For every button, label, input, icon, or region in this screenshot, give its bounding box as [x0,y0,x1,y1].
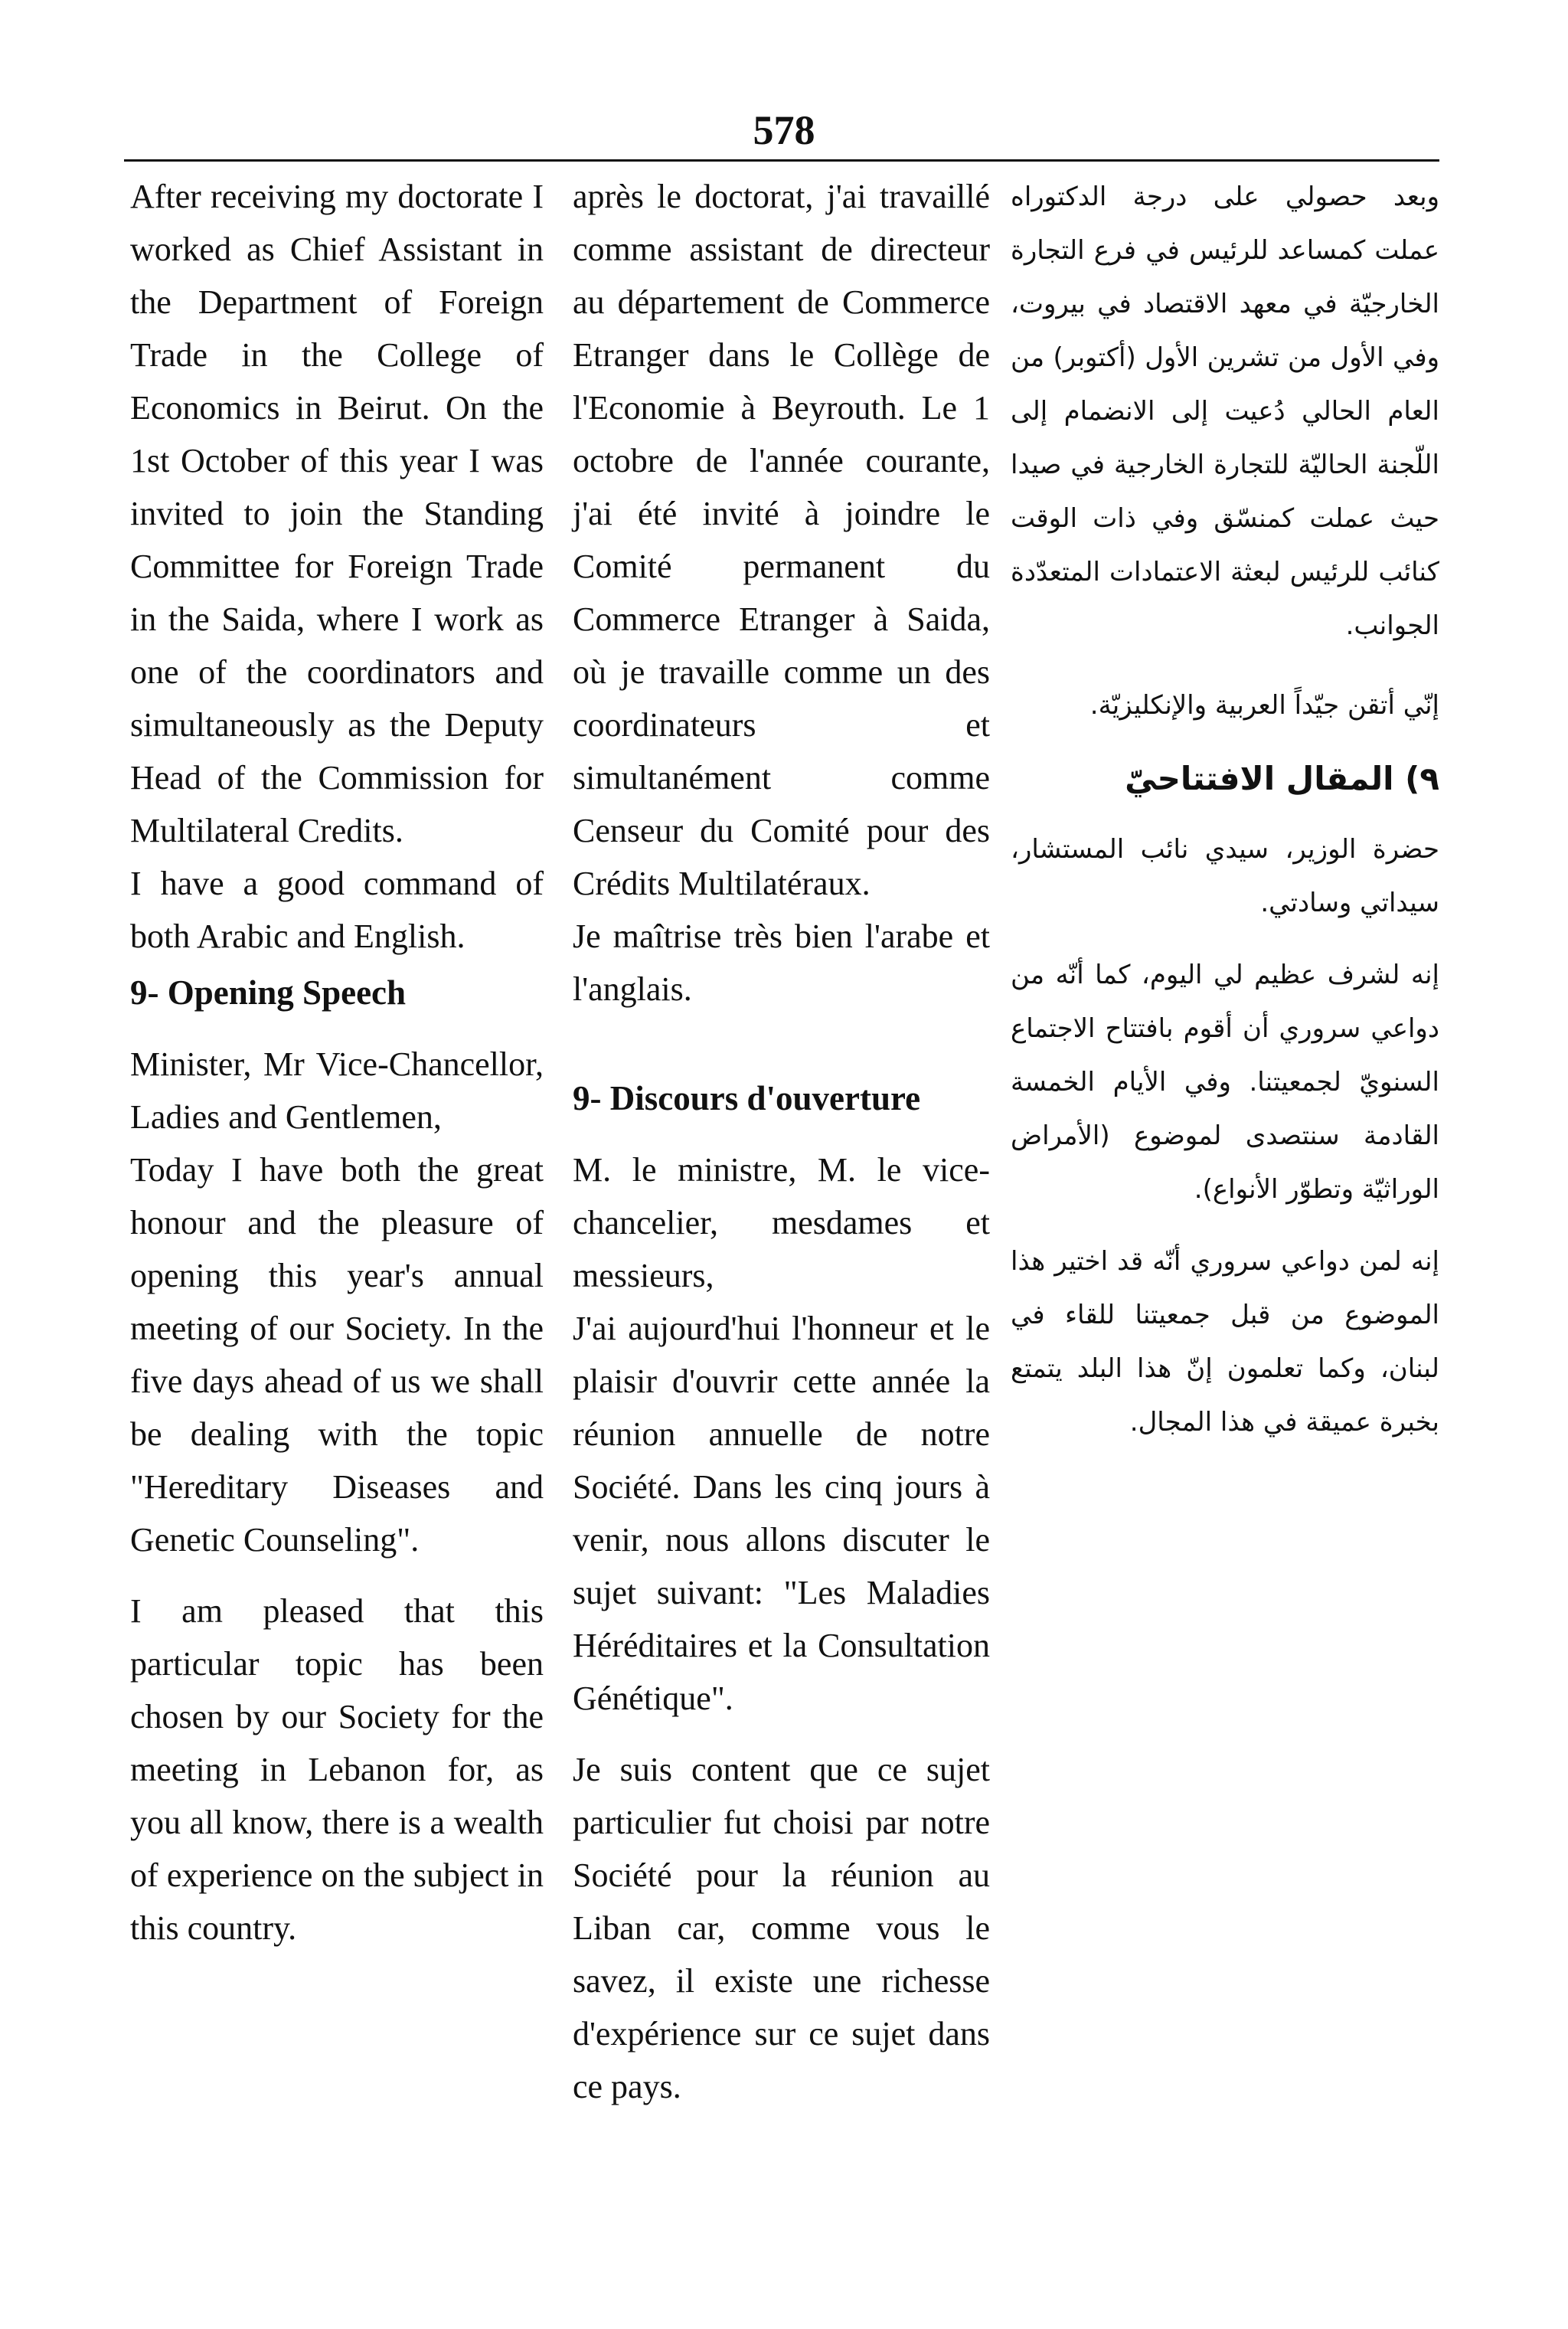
page-number: 578 [753,107,815,153]
english-paragraph-topic: I am pleased that this particular topic has been chosen by our Society for the meeting in Lebanon for, as you all know, there is a wealth of experience on the subject in this country. [130,1592,544,1947]
arabic-paragraph-salutation: حضرة الوزير، سيدي نائب المستشار، سيداتي وسادتي. [1011,834,1439,918]
english-paragraph-cv: After receiving my doctorate I worked as Chief Assistant in the Department of Foreign Trade in the College of Economics in Beirut. On the 1st October of this year I was invited to join the Standing Committee for Foreign Trade in the Saida, where I work as one of the coordinators and simultaneously as the Deputy Head of the Commission for Multilateral Credits. [130,178,544,849]
header-rule [124,159,1439,162]
english-column [130,170,544,1954]
english-section-heading: 9- Opening Speech [130,973,407,1012]
french-paragraph-languages: Je maîtrise très bien l'arabe et l'anglais. [573,918,990,1008]
english-paragraph-opening: Today I have both the great honour and the pleasure of opening this year's annual meeting of our Society. In the five days ahead of us we shall be dealing with the topic "Hereditary Diseases and Genetic Counseling". [130,1151,544,1559]
arabic-section-heading: ٩) المقال الافتتاحيّ [1125,760,1439,797]
french-section-heading: 9- Discours d'ouverture [573,1079,921,1117]
english-paragraph-languages: I have a good command of both Arabic and English. [130,865,544,955]
french-paragraph-cv: après le doctorat, j'ai travaillé comme assistant de directeur au département de Commerce Etranger dans le Collège de l'Economie à Beyrouth. Le 1 octobre de l'année courante, j'ai été invité à joindre le Comité permanent du Commerce Etranger à Saida, où je travaille comme un des coordinateurs et simultanément comme Censeur du Comité pour des Crédits Multilatéraux. [573,178,990,902]
arabic-paragraph-topic: إنه لمن دواعي سروري أنّه قد اختير هذا الموضوع من قبل جمعيتنا للقاء في لبنان، وكما تعلمون إنّ هذا البلد يتمتع بخبرة عميقة في هذا المجال. [1011,1246,1439,1438]
french-column [573,170,990,2113]
french-paragraph-topic: Je suis content que ce sujet particulier fut choisi par notre Société pour la réunion au Liban car, comme vous le savez, il existe une richesse d'expérience sur ce sujet dans ce pays. [573,1751,990,2105]
english-paragraph-salutation: Minister, Mr Vice-Chancellor, Ladies and Gentlemen, [130,1045,544,1136]
arabic-paragraph-cv: وبعد حصولي على درجة الدكتوراه عملت كمساعد للرئيس في فرع التجارة الخارجيّة في معهد الاقتصاد في بيروت، وفي الأول من تشرين الأول (أكتوبر) من العام الحالي دُعيت إلى الانضمام إلى اللّجنة الحاليّة للتجارة الخارجية في صيدا حيث عملت كمنسّق وفي ذات الوقت كنائب للرئيس لبعثة الاعتمادات المتعدّدة الجوانب. [1011,182,1439,641]
arabic-paragraph-languages: إنّي أتقن جيّداً العربية والإنكليزيّة. [1089,690,1439,721]
french-paragraph-opening: J'ai aujourd'hui l'honneur et le plaisir d'ouvrir cette année la réunion annuelle de notre Société. Dans les cinq jours à venir, nous allons discuter le sujet suivant: "Les Maladies Héréditaires et la Consultation Génétique". [573,1310,990,1717]
french-paragraph-salutation: M. le ministre, M. le vice-chancelier, mesdames et messieurs, [573,1151,990,1294]
arabic-paragraph-opening: إنه لشرف عظيم لي اليوم، كما أنّه من دواعي سروري أن أقوم بافتتاح الاجتماع السنويّ لجمعيتنا. وفي الأيام الخمسة القادمة سنتصدى لموضوع (الأمراض الوراثيّة وتطوّر الأنواع). [1011,960,1439,1205]
arabic-column [1011,170,1439,1449]
